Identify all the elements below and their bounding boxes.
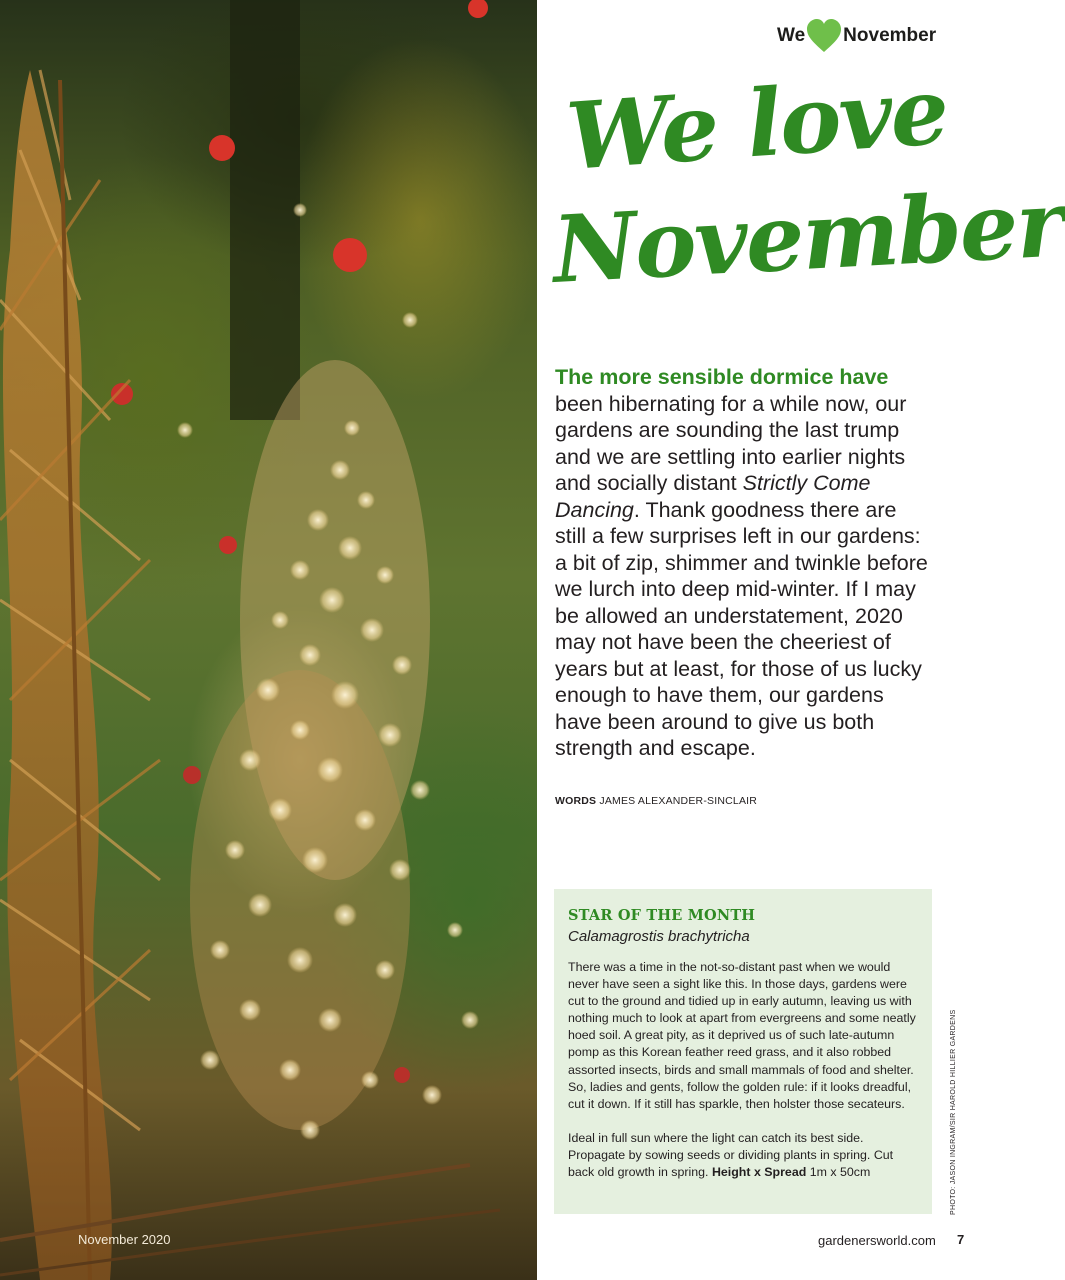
- section-tag-month: November: [843, 25, 937, 46]
- star-paragraph-2-text: Ideal in full sun where the light can catch its best side. Propagate by sowing seeds or dividing plants in spring. Cut back old growth in spring.: [568, 1130, 894, 1180]
- heart-icon: [806, 19, 842, 53]
- intro-text-part1: been hibernating for a while now, our gardens are sounding the last trump and we are settling into earlier nights and socially distant: [555, 391, 907, 495]
- footer-date: November 2020: [78, 1232, 171, 1247]
- star-size-label: Height x Spread: [711, 1165, 807, 1180]
- star-of-the-month-title: STAR OF THE MONTH: [568, 907, 756, 924]
- intro-paragraph: [555, 364, 930, 762]
- page-number: 7: [957, 1232, 965, 1247]
- star-paragraph-1: There was a time in the not-so-distant past when we would never have seen a sight like this. In those days, gardens were cut to the ground and tidied up in early autumn, leaving us with nothing much to look at apart from evergreens and some neatly hoed soil. A great pity, as it deprived us of such late-autumn pomp as this Korean feather reed grass, and it also robbed assorted insects, birds and small mammals of food and shelter. So, ladies and gents, follow the golden rule: if it looks dreadful, cut it down. If it still has sparkle, then holster those secateurs.: [568, 960, 916, 1111]
- star-paragraph-2: [568, 1130, 918, 1181]
- intro-show-title: Strictly Come Dancing: [555, 471, 871, 522]
- page-title-line1: We love: [563, 56, 951, 191]
- star-of-the-month-box: [554, 889, 932, 1214]
- photo-credit: PHOTO: JASON INGRAM/SIR HAROLD HILLIER GARDENS: [950, 1009, 957, 1215]
- section-tag-we: We: [777, 25, 806, 46]
- intro-lead: The more sensible dormice have: [555, 365, 889, 389]
- page-title: [550, 56, 1065, 306]
- star-body: [568, 959, 918, 1181]
- star-plant-name: Calamagrostis brachytricha: [568, 928, 750, 945]
- section-tag: [777, 18, 936, 54]
- page-title-line2: November: [550, 169, 1065, 304]
- byline: [555, 795, 757, 807]
- star-size-value: 1m x 50cm: [806, 1165, 871, 1180]
- byline-author: JAMES ALEXANDER-SINCLAIR: [599, 795, 758, 807]
- intro-text-part2: . Thank goodness there are still a few surprises left in our gardens: a bit of zip, shimmer and twinkle before we lurch into deep mid-winter. If I may be allowed an understatement, 2020 may not have been the cheeriest of years but at least, for those of us lucky enough to have them, our gardens have been around to give us both strength and escape.: [555, 497, 928, 760]
- footer-site-link[interactable]: gardenersworld.com: [818, 1233, 936, 1248]
- byline-label: WORDS: [555, 795, 597, 807]
